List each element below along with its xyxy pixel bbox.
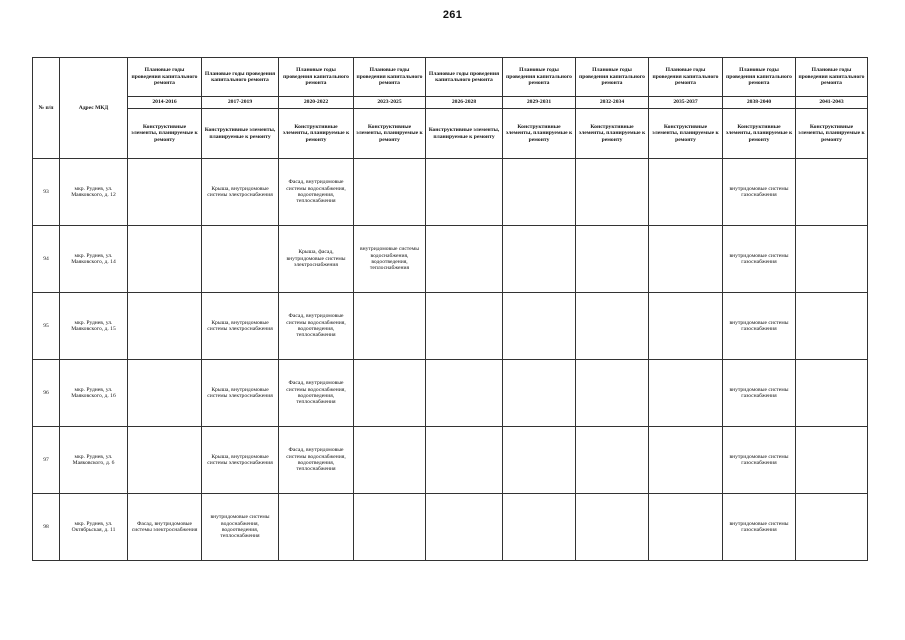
- page-number: 261: [442, 9, 463, 21]
- number-column-header: № п/п: [33, 58, 60, 159]
- period-header: 2026-2028: [426, 97, 503, 109]
- repair-cell: [796, 293, 868, 360]
- elements-header: Конструктивные элементы, планируемые к ремонту: [723, 109, 796, 159]
- elements-header: Конструктивные элементы, планируемые к ремонту: [649, 109, 723, 159]
- row-number: 96: [33, 360, 60, 427]
- repair-cell: [503, 293, 576, 360]
- repair-cell: [354, 427, 426, 494]
- repair-cell: [649, 226, 723, 293]
- table-row: [33, 494, 868, 561]
- repair-cell: [128, 360, 202, 427]
- repair-cell: внутридомовые системы газоснабжения: [723, 494, 796, 561]
- address-column-header: Адрес МКД: [60, 58, 128, 159]
- repair-cell: [503, 427, 576, 494]
- repair-cell: [128, 427, 202, 494]
- repair-cell: [426, 293, 503, 360]
- repair-cell: [576, 360, 649, 427]
- period-header: 2032-2034: [576, 97, 649, 109]
- repair-cell: [128, 293, 202, 360]
- elements-header: Конструктивные элементы, планируемые к ремонту: [128, 109, 202, 159]
- repair-cell: Фасад, внутридомовые системы электроснабжения: [128, 494, 202, 561]
- elements-header: Конструктивные элементы, планируемые к ремонту: [796, 109, 868, 159]
- plan-years-header: Плановые годы проведения капитального ремонта: [279, 58, 354, 97]
- repair-cell: [649, 427, 723, 494]
- row-number: 95: [33, 293, 60, 360]
- repair-cell: [649, 159, 723, 226]
- elements-header: Конструктивные элементы, планируемые к ремонту: [503, 109, 576, 159]
- repair-cell: [503, 159, 576, 226]
- elements-header: Конструктивные элементы, планируемые к ремонту: [576, 109, 649, 159]
- repair-cell: [503, 226, 576, 293]
- plan-years-header: Плановые годы проведения капитального ремонта: [354, 58, 426, 97]
- plan-years-header: Плановые годы проведения капитального ремонта: [649, 58, 723, 97]
- period-header: 2029-2031: [503, 97, 576, 109]
- repair-cell: [576, 494, 649, 561]
- row-number: 94: [33, 226, 60, 293]
- repair-cell: [649, 293, 723, 360]
- repair-cell: [503, 360, 576, 427]
- building-address: мкр. Руднев, ул. Маяковского, д. 14: [60, 226, 128, 293]
- table-row: [33, 427, 868, 494]
- repair-cell: Фасад, внутридомовые системы водоснабжения, водоотведения, теплоснабжения: [279, 427, 354, 494]
- repair-cell: [796, 159, 868, 226]
- table-row: [33, 360, 868, 427]
- repair-cell: внутридомовые системы водоснабжения, водоотведения, теплоснабжения: [354, 226, 426, 293]
- repair-cell: [128, 226, 202, 293]
- repair-cell: [426, 159, 503, 226]
- repair-cell: [279, 494, 354, 561]
- period-header: 2038-2040: [723, 97, 796, 109]
- repair-cell: Фасад, внутридомовые системы водоснабжения, водоотведения, теплоснабжения: [279, 159, 354, 226]
- row-number: 98: [33, 494, 60, 561]
- repair-cell: [426, 360, 503, 427]
- plan-years-header: Плановые годы проведения капитального ремонта: [426, 58, 503, 97]
- period-header: 2020-2022: [279, 97, 354, 109]
- building-address: мкр. Руднев, ул. Маяковского, д. 6: [60, 427, 128, 494]
- repair-cell: Крыша, внутридомовые системы электроснабжения: [202, 360, 279, 427]
- repair-cell: [426, 226, 503, 293]
- table-header: [33, 58, 868, 159]
- period-header: 2017-2019: [202, 97, 279, 109]
- repair-cell: [649, 360, 723, 427]
- capital-repair-plan-table: [32, 57, 868, 561]
- repair-cell: [576, 427, 649, 494]
- repair-cell: внутридомовые системы газоснабжения: [723, 226, 796, 293]
- repair-cell: [576, 293, 649, 360]
- row-number: 97: [33, 427, 60, 494]
- table-body: [33, 159, 868, 561]
- building-address: мкр. Руднев, ул. Маяковского, д. 15: [60, 293, 128, 360]
- repair-cell: Крыша, внутридомовые системы электроснабжения: [202, 159, 279, 226]
- repair-cell: [426, 427, 503, 494]
- repair-cell: Фасад, внутридомовые системы водоснабжения, водоотведения, теплоснабжения: [279, 293, 354, 360]
- repair-cell: [354, 360, 426, 427]
- repair-cell: внутридомовые системы газоснабжения: [723, 427, 796, 494]
- row-number: 93: [33, 159, 60, 226]
- building-address: мкр. Руднев, ул. Октябрьская, д. 11: [60, 494, 128, 561]
- period-header: 2035-2037: [649, 97, 723, 109]
- repair-cell: [796, 494, 868, 561]
- repair-cell: внутридомовые системы газоснабжения: [723, 360, 796, 427]
- repair-cell: внутридомовые системы водоснабжения, водоотведения, теплоснабжения: [202, 494, 279, 561]
- repair-cell: Фасад, внутридомовые системы водоснабжения, водоотведения, теплоснабжения: [279, 360, 354, 427]
- period-header: 2041-2043: [796, 97, 868, 109]
- table-row: [33, 226, 868, 293]
- repair-cell: [354, 293, 426, 360]
- plan-years-header: Плановые годы проведения капитального ремонта: [503, 58, 576, 97]
- repair-cell: [202, 226, 279, 293]
- repair-cell: [503, 494, 576, 561]
- repair-cell: [796, 226, 868, 293]
- plan-years-header: Плановые годы проведения капитального ремонта: [202, 58, 279, 97]
- elements-header: Конструктивные элементы, планируемые к ремонту: [354, 109, 426, 159]
- repair-cell: Крыша, внутридомовые системы электроснабжения: [202, 293, 279, 360]
- elements-header: Конструктивные элементы, планируемые к ремонту: [202, 109, 279, 159]
- repair-cell: Крыша, внутридомовые системы электроснабжения: [202, 427, 279, 494]
- repair-cell: внутридомовые системы газоснабжения: [723, 159, 796, 226]
- building-address: мкр. Руднев, ул. Маяковского, д. 16: [60, 360, 128, 427]
- period-header: 2014-2016: [128, 97, 202, 109]
- table-row: [33, 293, 868, 360]
- table-row: [33, 159, 868, 226]
- repair-cell: [576, 159, 649, 226]
- plan-years-header: Плановые годы проведения капитального ремонта: [796, 58, 868, 97]
- repair-cell: Крыша, фасад, внутридомовые системы электроснабжения: [279, 226, 354, 293]
- plan-years-header: Плановые годы проведения капитального ремонта: [723, 58, 796, 97]
- repair-cell: [796, 360, 868, 427]
- repair-cell: [354, 494, 426, 561]
- plan-years-header: Плановые годы проведения капитального ремонта: [128, 58, 202, 97]
- period-header: 2023-2025: [354, 97, 426, 109]
- repair-cell: [128, 159, 202, 226]
- repair-cell: [796, 427, 868, 494]
- repair-cell: [426, 494, 503, 561]
- elements-header: Конструктивные элементы, планируемые к ремонту: [279, 109, 354, 159]
- repair-cell: [649, 494, 723, 561]
- repair-cell: внутридомовые системы газоснабжения: [723, 293, 796, 360]
- elements-header: Конструктивные элементы, планируемые к ремонту: [426, 109, 503, 159]
- plan-years-header: Плановые годы проведения капитального ремонта: [576, 58, 649, 97]
- repair-cell: [576, 226, 649, 293]
- repair-cell: [354, 159, 426, 226]
- building-address: мкр. Руднев, ул. Маяковского, д. 12: [60, 159, 128, 226]
